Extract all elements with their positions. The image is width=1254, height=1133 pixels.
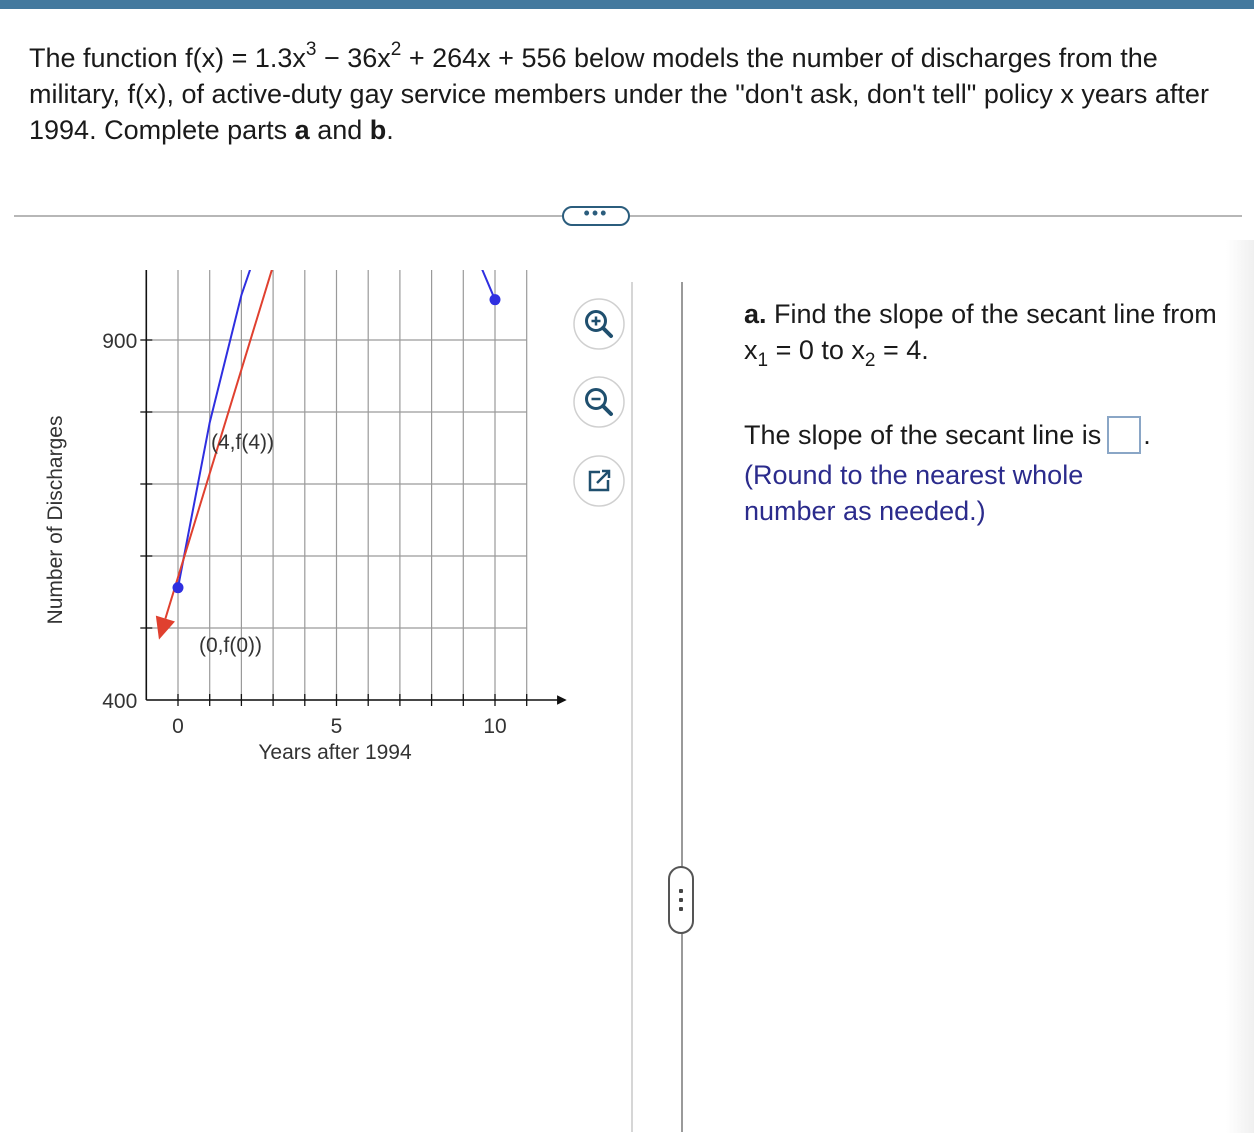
x-tick-label: 0 <box>172 715 184 738</box>
expand-button[interactable] <box>573 455 625 507</box>
point-label-4: (4,f(4)) <box>211 431 274 454</box>
question-text: The function $f(x) = 1.3x^3 - 36x^2 + 264x + 556$ below models the number of discharges from the military, f(x), of active-duty gay service members under the "don't ask, don't tell" policy x years after 1994. Complete parts a and b. <box>29 39 1209 145</box>
rounding-hint: (Round to the nearest whole number as needed.) <box>744 460 1084 526</box>
more-options-button[interactable]: ••• <box>562 206 630 226</box>
zoom-out-button[interactable] <box>573 376 625 428</box>
answer-input[interactable] <box>1107 416 1141 454</box>
data-point <box>173 582 184 593</box>
y-axis-label: Number of Discharges <box>44 415 67 625</box>
graph <box>0 270 600 790</box>
y-tick-label: 400 <box>102 690 138 713</box>
x-axis-label: Years after 1994 <box>258 741 412 764</box>
point-label-0: (0,f(0)) <box>199 634 262 657</box>
part-a-prompt: a. Find the slope of the secant line from $x_1 = 0$ to $x_2 = 4$. <box>744 299 1217 371</box>
panel-resize-handle[interactable] <box>668 866 694 934</box>
grip-dot-icon <box>679 889 683 893</box>
panel-divider-light <box>631 282 633 1132</box>
grip-dot-icon <box>679 907 683 911</box>
grip-dot-icon <box>679 898 683 902</box>
zoom-out-icon <box>573 376 625 428</box>
scroll-edge <box>1226 240 1254 1133</box>
x-tick-label: 5 <box>330 715 343 738</box>
top-accent-bar <box>0 0 1254 9</box>
answer-line: The slope of the secant line is . <box>744 416 1151 454</box>
series <box>156 270 495 640</box>
y-tick-label: 900 <box>102 330 138 353</box>
panel-splitter <box>681 282 683 1132</box>
zoom-in-icon <box>573 298 625 350</box>
zoom-in-button[interactable] <box>573 298 625 350</box>
data-point <box>490 294 501 305</box>
expand-icon <box>573 455 625 507</box>
x-tick-label: 10 <box>483 715 507 738</box>
